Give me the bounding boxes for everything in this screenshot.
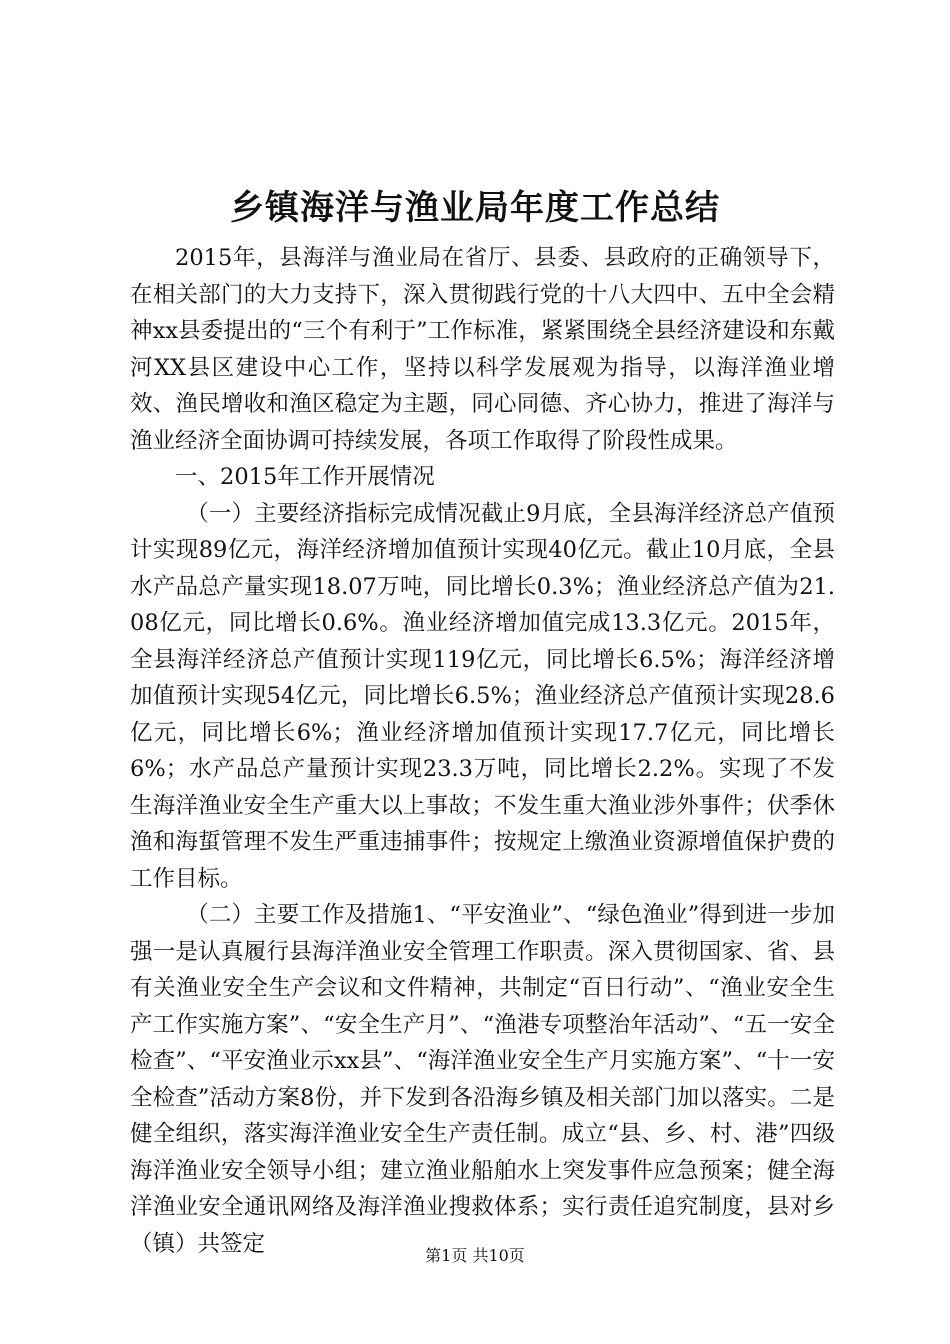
section-heading: 一、2015年工作开展情况 — [175, 464, 435, 490]
work-measures-paragraph: （二）主要工作及措施1、“平安渔业”、“绿色渔业”得到进一步加强一是认真履行县海洋渔业安全管理工作职责。深入贯彻国家、省、县有关渔业安全生产会议和文件精神，共制定“百日行动”、“渔业安全生产工作实施方案”、“安全生产月”、“渔港专项整治年活动”、“五一安全检查”、“平安渔业示xx县”、“海洋渔业安全生产月实施方案”、“十一安全检查”活动方案8份，并下发到各沿海乡镇及相关部门加以落实。二是健全组织，落实海洋渔业安全生产责任制。成立“县、乡、村、港”四级海洋渔业安全领导小组；建立渔业船舶水上突发事件应急预案；健全海洋渔业安全通讯网络及海洋渔业搜救体系；实行责任追究制度，县对乡（镇）共签定 — [130, 902, 835, 1257]
document-body — [130, 240, 835, 1262]
economic-indicators-paragraph: （一）主要经济指标完成情况截止9月底，全县海洋经济总产值预计实现89亿元，海洋经济增加值预计实现40亿元。截止10月底，全县水产品总产量实现18.07万吨，同比增长0.3%；渔业经济总产值为21.08亿元，同比增长0.6%。渔业经济增加值完成13.3亿元。2015年，全县海洋经济总产值预计实现119亿元，同比增长6.5%；海洋经济增加值预计实现54亿元，同比增长6.5%；渔业经济总产值预计实现28.6亿元，同比增长6%；渔业经济增加值预计实现17.7亿元，同比增长6%；水产品总产量预计实现23.3万吨，同比增长2.2%。实现了不发生海洋渔业安全生产重大以上事故；不发生重大渔业涉外事件；伏季休渔和海蜇管理不发生严重违捕事件；按规定上缴渔业资源增值保护费的工作目标。 — [130, 500, 835, 892]
intro-paragraph: 2015年，县海洋与渔业局在省厅、县委、县政府的正确领导下，在相关部门的大力支持下，深入贯彻践行党的十八大四中、五中全会精神xx县委提出的“三个有利于”工作标准，紧紧围绕全县经济建设和东戴河XX县区建设中心工作，坚持以科学发展观为指导，以海洋渔业增效、渔民增收和渔区稳定为主题，同心同德、齐心协力，推进了海洋与渔业经济全面协调可持续发展，各项工作取得了阶段性成果。 — [130, 245, 835, 454]
page-number-footer: 第1页 共10页 — [425, 1246, 525, 1265]
document-title: 乡镇海洋与渔业局年度工作总结 — [230, 188, 720, 228]
